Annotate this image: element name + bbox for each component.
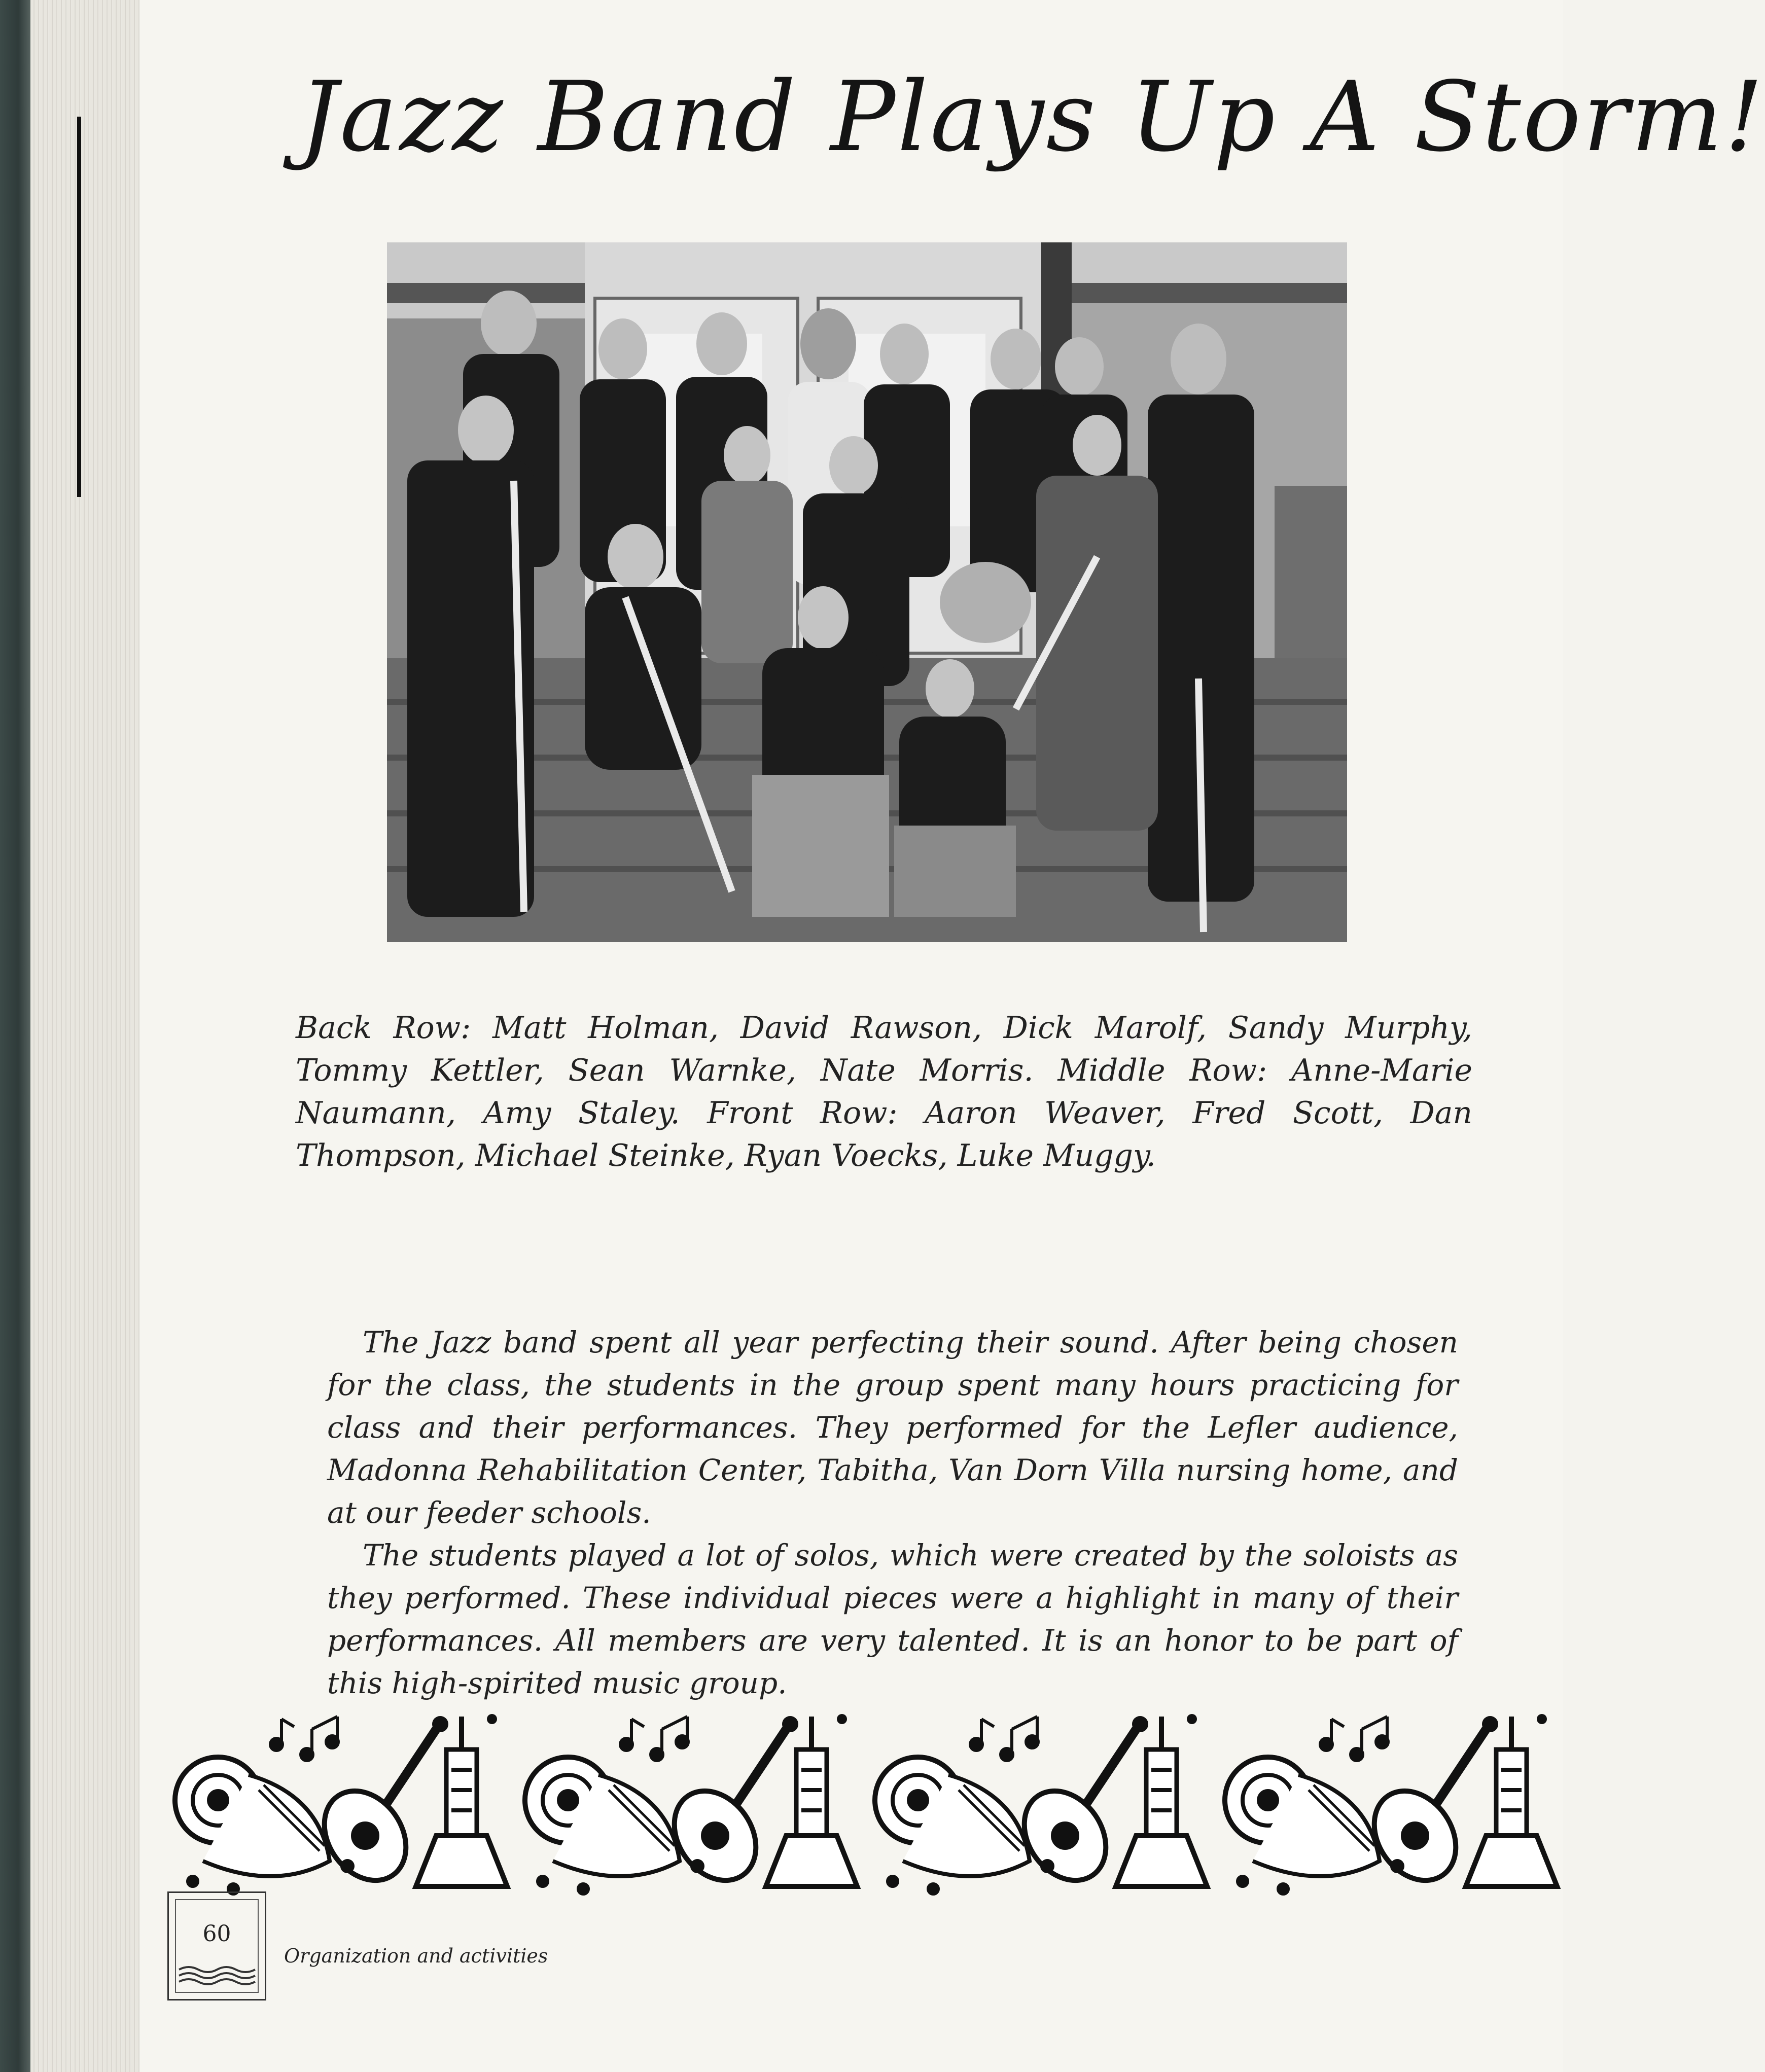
music-instruments-border [172,1709,1562,1902]
page-title: Jazz Band Plays Up A Storm! [299,61,1765,173]
page-number-box [167,1891,266,2000]
waves-icon [179,1964,255,1985]
page-number: 60 [202,1921,231,1947]
page-stack-edge [30,0,139,2072]
book-binding [0,0,30,2072]
spine-mark [77,117,81,497]
photo-caption: Back Row: Matt Holman, David Rawson, Dick Marolf, Sandy Murphy, Tommy Kettler, Sean Warnke, Nate Morris. Middle Row: Anne-Marie Naumann, Amy Staley. Front Row: Aaron Weaver, Fred Scott, Dan Thompson, Michael Steinke, Ryan Voecks, Luke Muggy. [296,1010,1472,1173]
section-label: Organization and activities [284,1945,548,1967]
article-paragraph: The Jazz band spent all year perfecting their sound. After being chosen for the class, the students in the group spent many hours practicing for class and their performances. They performed for the Lefler audience, Madonna Rehabilitation Center, Tabitha, Van Dorn Villa nursing home, and at our feeder schools. [327,1325,1458,1530]
article-body [327,1321,1458,1704]
group-photo [387,242,1347,942]
article-paragraph: The students played a lot of solos, which were created by the soloists as they performed. These individual pieces were a highlight in many of their performances. All members are very talented. It is an honor to be part of this high-spirited music group. [327,1538,1458,1700]
